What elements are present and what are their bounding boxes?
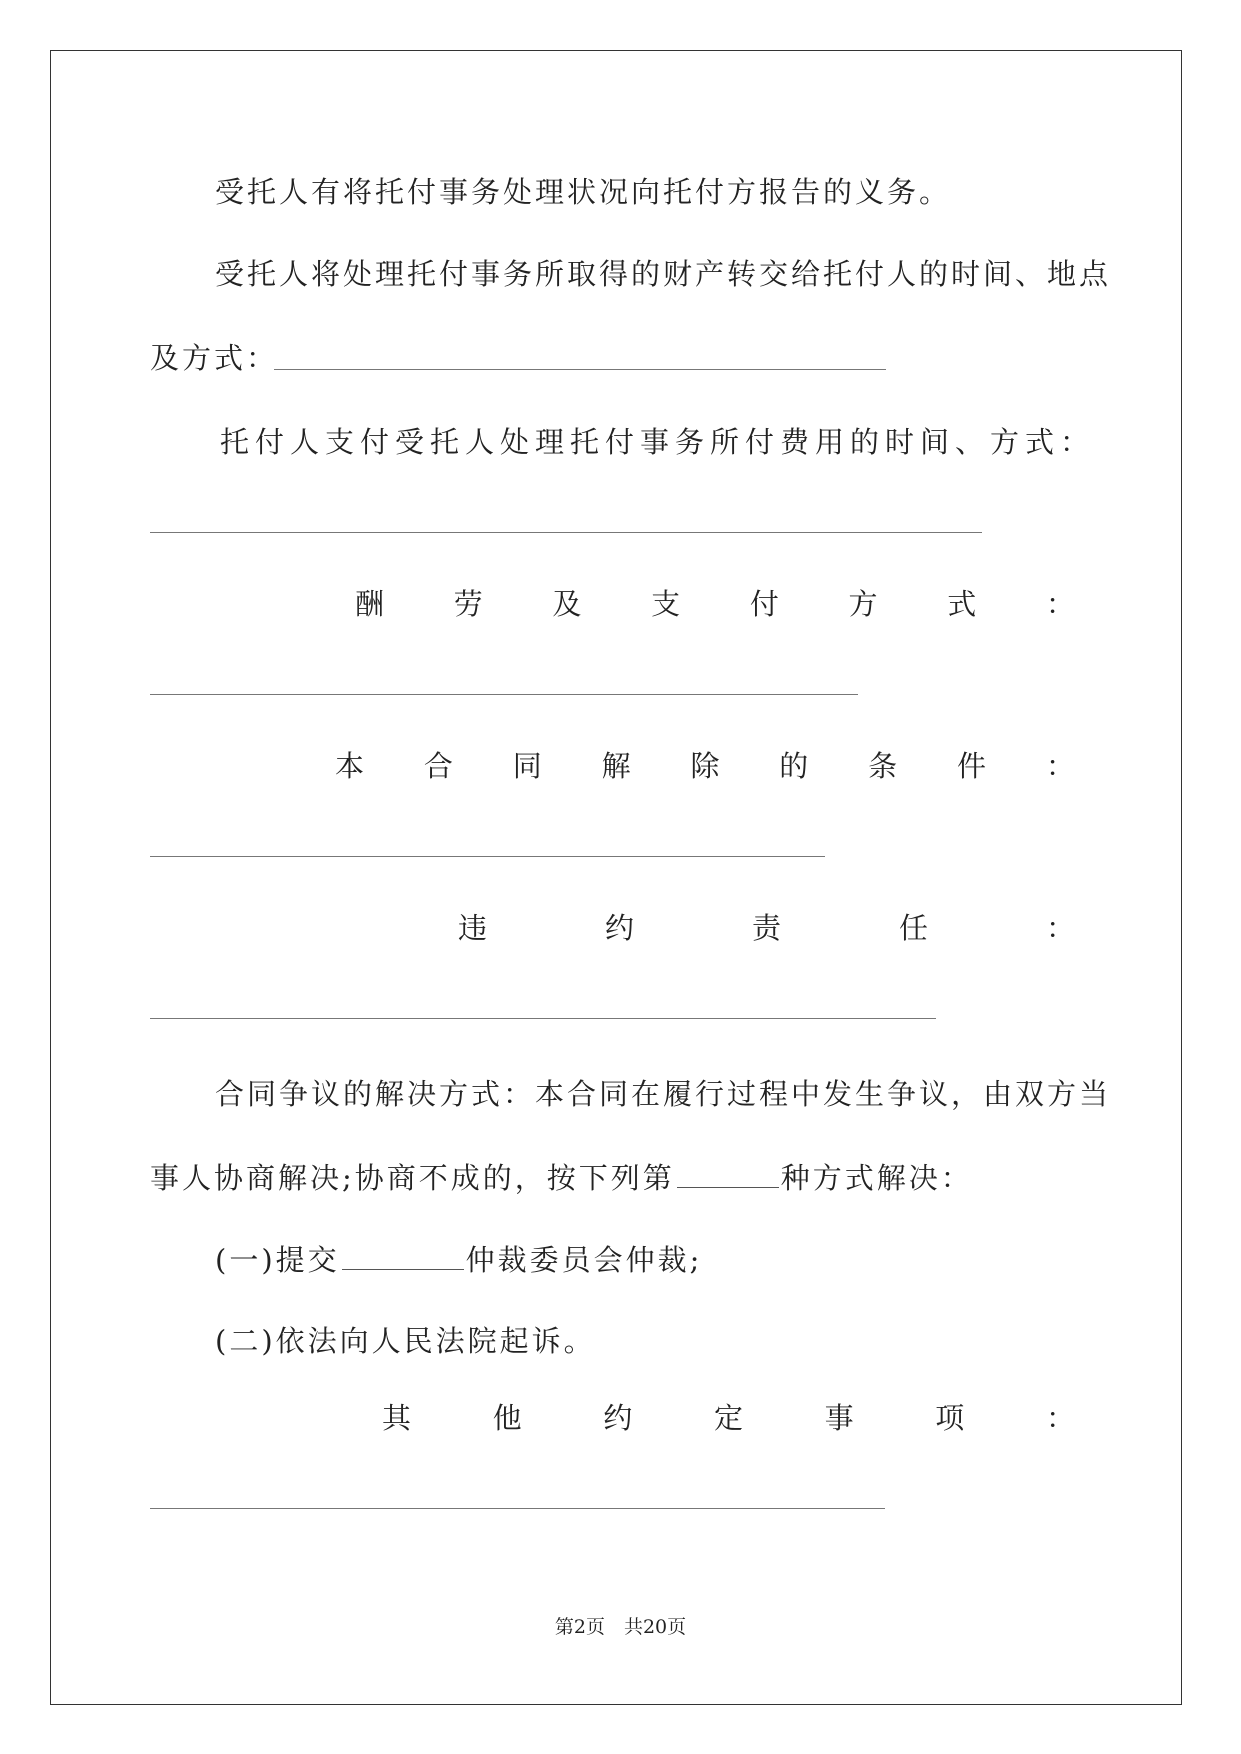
heading-char: 定 — [713, 1401, 743, 1435]
other-matters-blank[interactable] — [150, 1508, 885, 1509]
heading-char: 他 — [492, 1401, 522, 1435]
dispute-resolution-text-line2 — [150, 1157, 973, 1198]
heading-char: 件 — [957, 749, 987, 783]
heading-char: 除 — [690, 749, 720, 783]
heading-char: 条 — [868, 749, 898, 783]
heading-char: 责 — [751, 911, 781, 945]
page-border — [50, 50, 1182, 1705]
dispute-text-before-blank: 事人协商解决;协商不成的，按下列第 — [150, 1161, 675, 1195]
heading-char: 劳 — [453, 587, 483, 621]
property-transfer-text-line1: 受托人将处理托付事务所取得的财产转交给托付人的时间、地点 — [215, 257, 1112, 291]
liability-blank[interactable] — [150, 1018, 936, 1019]
heading-char: 付 — [749, 587, 779, 621]
heading-char: ： — [1045, 911, 1075, 945]
obligation-report-text: 受托人有将托付事务处理状况向托付方报告的义务。 — [215, 175, 952, 209]
arbitration-committee-blank[interactable] — [342, 1239, 464, 1270]
expense-payment-blank[interactable] — [150, 532, 982, 533]
heading-char: 项 — [935, 1401, 965, 1435]
termination-blank[interactable] — [150, 856, 825, 857]
heading-char: 方 — [848, 587, 878, 621]
dispute-resolution-text-line1: 合同争议的解决方式：本合同在履行过程中发生争议，由双方当 — [215, 1077, 1112, 1111]
expense-payment-text: 托付人支付受托人处理托付事务所付费用的时间、方式： — [220, 425, 1096, 459]
heading-char: 解 — [601, 749, 631, 783]
other-matters-heading — [382, 1398, 1075, 1438]
heading-char: 合 — [423, 749, 453, 783]
heading-char: 任 — [898, 911, 928, 945]
option-arbitration-suffix: 仲裁委员会仲裁; — [465, 1243, 703, 1277]
termination-heading — [335, 746, 1075, 786]
option-arbitration — [215, 1239, 702, 1280]
option-arbitration-prefix: (一)提交 — [215, 1243, 340, 1277]
option-court: (二)依法向人民法院起诉。 — [215, 1324, 596, 1358]
dispute-text-after-blank: 种方式解决： — [780, 1161, 973, 1195]
heading-char: 的 — [779, 749, 809, 783]
heading-char: 违 — [458, 911, 488, 945]
heading-char: 其 — [382, 1401, 412, 1435]
method-number-blank[interactable] — [677, 1157, 779, 1188]
heading-char: 酬 — [355, 587, 385, 621]
heading-char: ： — [1045, 1401, 1075, 1435]
heading-char: ： — [1045, 749, 1075, 783]
heading-char: ： — [1045, 587, 1075, 621]
heading-char: 约 — [604, 911, 634, 945]
remuneration-blank[interactable] — [150, 694, 858, 695]
property-transfer-text-line2: 及方式： — [150, 341, 279, 375]
liability-heading — [458, 908, 1075, 948]
heading-char: 及 — [552, 587, 582, 621]
remuneration-heading — [355, 584, 1075, 624]
property-transfer-blank[interactable] — [274, 369, 886, 370]
heading-char: 事 — [824, 1401, 854, 1435]
heading-char: 本 — [335, 749, 365, 783]
heading-char: 式 — [947, 587, 977, 621]
heading-char: 约 — [603, 1401, 633, 1435]
heading-char: 同 — [512, 749, 542, 783]
heading-char: 支 — [651, 587, 681, 621]
page-number-footer: 第2页 共20页 — [554, 1616, 687, 1638]
